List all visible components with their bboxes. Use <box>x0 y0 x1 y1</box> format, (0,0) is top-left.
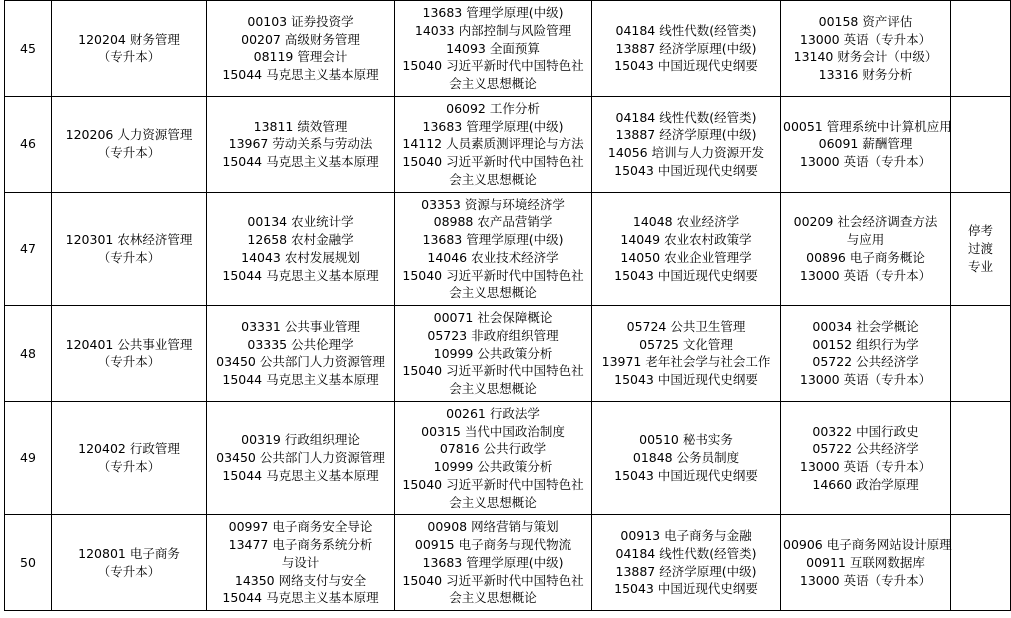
table-row <box>5 306 1011 402</box>
course-group-1 <box>207 192 395 306</box>
major-course-table <box>4 0 1011 611</box>
course-group-4-text: 00906 电子商务网站设计原理 00911 互联网数据库 13000 英语（专升本） <box>783 537 952 588</box>
course-group-3 <box>592 515 781 611</box>
remark-text: 停考 过渡 专业 <box>967 223 993 274</box>
course-group-2-text: 06092 工作分析 13683 管理学原理(中级) 14112 人员素质测评理论与方法 15040 习近平新时代中国特色社 会主义思想概论 <box>402 100 584 187</box>
course-group-2 <box>395 96 592 192</box>
table-row <box>5 192 1011 306</box>
course-group-4-text: 00209 社会经济调查方法 与应用 00896 电子商务概论 13000 英语（专升本） <box>793 214 938 283</box>
table-row <box>5 96 1011 192</box>
course-group-1-text: 00134 农业统计学 12658 农村金融学 14043 农村发展规划 15044 马克思主义基本原理 <box>222 214 379 283</box>
course-group-1-text: 03331 公共事业管理 03335 公共伦理学 03450 公共部门人力资源管理 15044 马克思主义基本原理 <box>216 318 385 388</box>
course-group-4 <box>781 192 951 306</box>
course-group-3-text: 04184 线性代数(经管类) 13887 经济学原理(中级) 14056 培训与人力资源开发 15043 中国近现代史纲要 <box>607 109 765 178</box>
course-group-1-text: 13811 绩效管理 13967 劳动关系与劳动法 15044 马克思主义基本原理 <box>222 118 379 169</box>
course-group-2-text: 03353 资源与环境经济学 08988 农产品营销学 13683 管理学原理(中级) 14046 农业技术经济学 15040 习近平新时代中国特色社 会主义思想概论 <box>402 196 584 301</box>
course-group-3 <box>592 306 781 402</box>
row-number-text: 49 <box>20 450 36 466</box>
course-group-4 <box>781 1 951 97</box>
course-group-2 <box>395 401 592 515</box>
remark-cell <box>951 1 1011 97</box>
major-name-text: 120801 电子商务 （专升本） <box>78 545 180 579</box>
major-name <box>52 1 207 97</box>
course-group-2-text: 00071 社会保障概论 05723 非政府组织管理 10999 公共政策分析 15040 习近平新时代中国特色社 会主义思想概论 <box>402 310 584 396</box>
course-group-3 <box>592 1 781 97</box>
major-name-text: 120402 行政管理 （专升本） <box>78 441 180 474</box>
major-name-text: 120204 财务管理 （专升本） <box>78 31 180 65</box>
course-group-2 <box>395 306 592 402</box>
table-row <box>5 515 1011 611</box>
course-group-2 <box>395 1 592 97</box>
course-group-2 <box>395 515 592 611</box>
course-group-1-text: 00997 电子商务安全导论 13477 电子商务系统分析 与设计 14350 网络支付与安全 15044 马克思主义基本原理 <box>222 519 379 606</box>
course-group-1 <box>207 401 395 515</box>
major-name-text: 120401 公共事业管理 （专升本） <box>65 336 193 370</box>
row-number-text: 45 <box>20 40 36 56</box>
remark-cell <box>951 401 1011 515</box>
course-group-3 <box>592 96 781 192</box>
course-group-1-text: 00319 行政组织理论 03450 公共部门人力资源管理 15044 马克思主义基本原理 <box>216 432 385 483</box>
course-group-2-text: 00908 网络营销与策划 00915 电子商务与现代物流 13683 管理学原理(中级) 15040 习近平新时代中国特色社 会主义思想概论 <box>402 519 584 606</box>
row-number <box>5 96 52 192</box>
row-number <box>5 515 52 611</box>
remark-cell <box>951 96 1011 192</box>
course-group-3-text: 05724 公共卫生管理 05725 文化管理 13971 老年社会学与社会工作 15043 中国近现代史纲要 <box>601 318 771 388</box>
table-row <box>5 1 1011 97</box>
course-group-2-text: 00261 行政法学 00315 当代中国政治制度 07816 公共行政学 10999 公共政策分析 15040 习近平新时代中国特色社 会主义思想概论 <box>402 405 584 510</box>
course-group-3 <box>592 401 781 515</box>
course-group-3-text: 14048 农业经济学 14049 农业农村政策学 14050 农业企业管理学 15043 中国近现代史纲要 <box>614 214 758 283</box>
course-group-1 <box>207 96 395 192</box>
row-number <box>5 1 52 97</box>
course-group-4-text: 00034 社会学概论 00152 组织行为学 05722 公共经济学 13000 英语（专升本） <box>799 318 932 388</box>
major-name <box>52 306 207 402</box>
table-body <box>5 1 1011 611</box>
course-group-3-text: 00913 电子商务与金融 04184 线性代数(经管类) 13887 经济学原理(中级) 15043 中国近现代史纲要 <box>614 528 758 597</box>
major-name-text: 120301 农林经济管理 （专升本） <box>65 232 193 265</box>
course-group-2 <box>395 192 592 306</box>
course-group-4-text: 00051 管理系统中计算机应用 06091 薪酬管理 13000 英语（专升本） <box>783 118 952 169</box>
course-group-4-text: 00322 中国行政史 05722 公共经济学 13000 英语（专升本） 14660 政治学原理 <box>799 423 932 492</box>
course-group-2-text: 13683 管理学原理(中级) 14033 内部控制与风险管理 14093 全面预算 15040 习近平新时代中国特色社 会主义思想概论 <box>402 5 584 91</box>
row-number <box>5 306 52 402</box>
course-group-4 <box>781 515 951 611</box>
course-group-4 <box>781 401 951 515</box>
row-number-text: 50 <box>20 554 36 570</box>
course-group-1 <box>207 306 395 402</box>
major-name-text: 120206 人力资源管理 （专升本） <box>65 127 193 161</box>
row-number-text: 47 <box>20 240 36 256</box>
remark-cell <box>951 192 1011 306</box>
row-number <box>5 401 52 515</box>
major-name <box>52 515 207 611</box>
row-number <box>5 192 52 306</box>
course-group-1 <box>207 515 395 611</box>
remark-cell <box>951 515 1011 611</box>
major-name <box>52 96 207 192</box>
course-group-1 <box>207 1 395 97</box>
course-group-4-text: 00158 资产评估 13000 英语（专升本） 13140 财务会计（中级） 13316 财务分析 <box>793 13 938 83</box>
course-group-4 <box>781 306 951 402</box>
course-group-4 <box>781 96 951 192</box>
major-name <box>52 192 207 306</box>
table-row <box>5 401 1011 515</box>
row-number-text: 46 <box>20 136 36 152</box>
course-group-3-text: 00510 秘书实务 01848 公务员制度 15043 中国近现代史纲要 <box>614 432 758 483</box>
course-group-3-text: 04184 线性代数(经管类) 13887 经济学原理(中级) 15043 中国近现代史纲要 <box>614 22 758 74</box>
course-group-3 <box>592 192 781 306</box>
row-number-text: 48 <box>20 345 36 361</box>
major-name <box>52 401 207 515</box>
remark-cell <box>951 306 1011 402</box>
course-group-1-text: 00103 证券投资学 00207 高级财务管理 08119 管理会计 15044 马克思主义基本原理 <box>222 13 379 83</box>
